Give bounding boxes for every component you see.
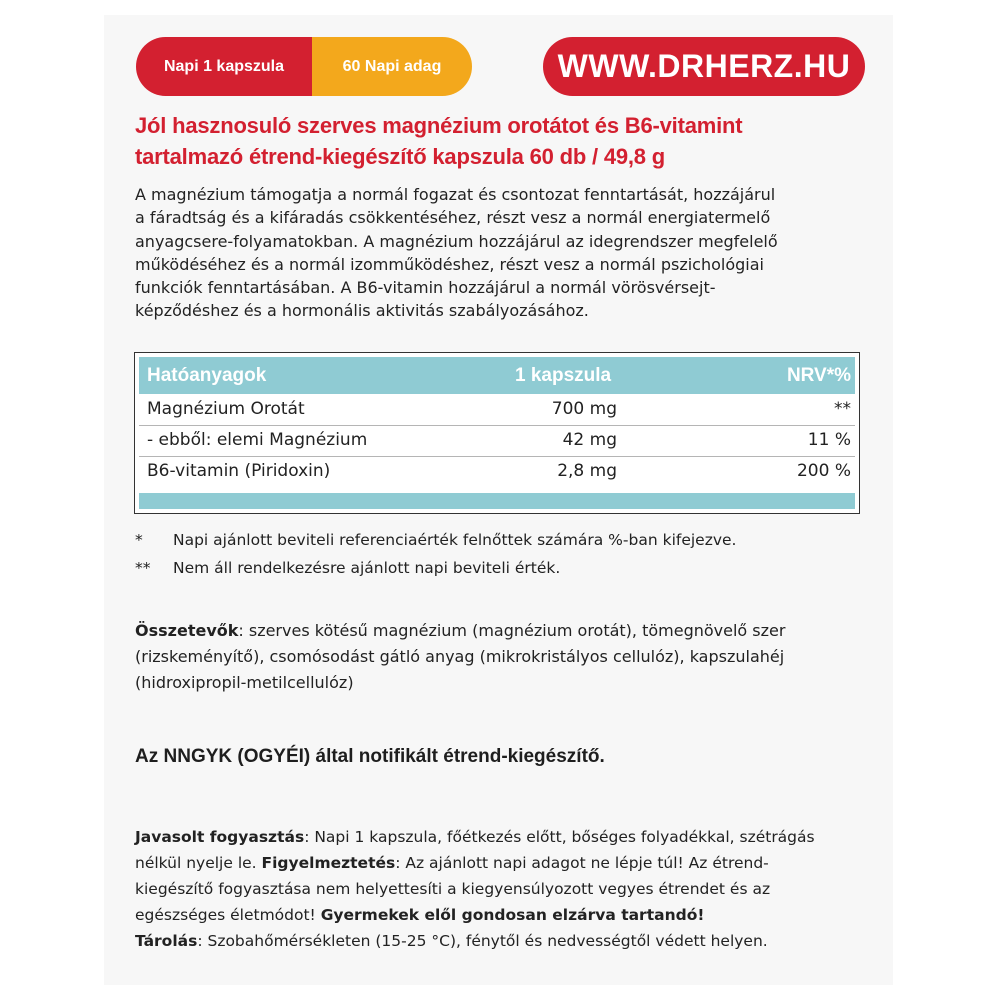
header-active-ingredients: Hatóanyagok [147, 365, 267, 386]
description-line: funkciók fenntartásában. A B6-vitamin hozzájárul a normál vörösvérsejt- [135, 278, 716, 298]
product-description [135, 183, 835, 323]
footnote-mark: * [135, 531, 143, 549]
footnote [135, 554, 835, 582]
table-row [139, 426, 855, 457]
ingredients-section [135, 618, 835, 696]
ingredient-amount: 42 mg [562, 430, 617, 450]
description-line: A magnézium támogatja a normál fogazat és csontozat fenntartását, hozzájárul [135, 185, 776, 204]
ingredients-label: Összetevők [135, 621, 239, 640]
ingredient-amount: 700 mg [551, 399, 617, 419]
daily-capsule-badge: Napi 1 kapszula [136, 37, 312, 96]
ingredient-name: B6-vitamin (Piridoxin) [147, 461, 331, 481]
notification-statement: Az NNGYK (OGYÉI) által notifikált étrend-kiegészítő. [135, 746, 605, 767]
footnote-mark: ** [135, 559, 151, 577]
footnote-text: Napi ajánlott beviteli referenciaérték felnőttek számára %-ban kifejezve. [173, 531, 737, 549]
nutrition-table [134, 352, 860, 514]
product-title [135, 110, 875, 172]
table-footer-bar [139, 493, 855, 509]
usage-section [135, 824, 835, 954]
footnote [135, 526, 835, 554]
usage-label: Javasolt fogyasztás [135, 828, 305, 846]
website-link[interactable]: WWW.DRHERZ.HU [543, 37, 865, 96]
title-line: Jól hasznosuló szerves magnézium orotátot és B6-vitamint [135, 113, 743, 138]
title-line: tartalmazó étrend-kiegészítő kapszula 60 db / 49,8 g [135, 144, 665, 169]
warning-label: Figyelmeztetés [261, 854, 396, 872]
warning-text: : Az ajánlott napi adagot ne lépje túl! Az étrend-kiegészítő fogyasztása nem helyettesíti a kiegyensúlyozott vegyes étrendet és az egészséges életmódot! [135, 854, 771, 924]
footnotes [135, 526, 835, 582]
table-row [139, 395, 855, 426]
storage-label: Tárolás [135, 932, 198, 950]
description-line: képződéshez és a hormonális aktivitás szabályozásához. [135, 301, 589, 321]
description-line: működéséhez és a normál izomműködéshez, részt vesz a normál pszichológiai [135, 254, 764, 274]
ingredient-nrv: ** [834, 399, 851, 419]
ingredient-amount: 2,8 mg [557, 461, 617, 481]
header-nrv: NRV*% [786, 365, 851, 386]
ingredient-nrv: 11 % [807, 430, 851, 450]
table-header-row [139, 357, 855, 394]
ingredient-name: - ebből: elemi Magnézium [147, 430, 368, 450]
header-per-capsule: 1 kapszula [515, 365, 612, 386]
ingredients-text: : szerves kötésű magnézium (magnézium orotát), tömegnövelő szer (rizskeményítő), csomósodást gátló anyag (mikrokristályos cellulóz), kapszulahéj (hidroxipropil-metilcellulóz) [135, 621, 786, 692]
children-warning: Gyermekek elől gondosan elzárva tartandó! [320, 906, 705, 924]
daily-dose-badge: 60 Napi adag [312, 37, 472, 96]
ingredient-name: Magnézium Orotát [147, 399, 305, 419]
description-line: a fáradtság és a kifáradás csökkentéséhez, részt vesz a normál energiatermelő [135, 208, 771, 228]
footnote-text: Nem áll rendelkezésre ajánlott napi beviteli érték. [173, 559, 561, 577]
table-row [139, 457, 855, 487]
ingredient-nrv: 200 % [796, 461, 851, 481]
usage-text: : Napi 1 kapszula, főétkezés előtt, bőséges folyadékkal, szétrágás nélkül nyelje le. [135, 828, 815, 872]
description-line: anyagcsere-folyamatokban. A magnézium hozzájárul az idegrendszer megfelelő [135, 231, 778, 251]
storage-text: : Szobahőmérsékleten (15-25 °C), fénytől és nedvességtől védett helyen. [197, 932, 768, 950]
